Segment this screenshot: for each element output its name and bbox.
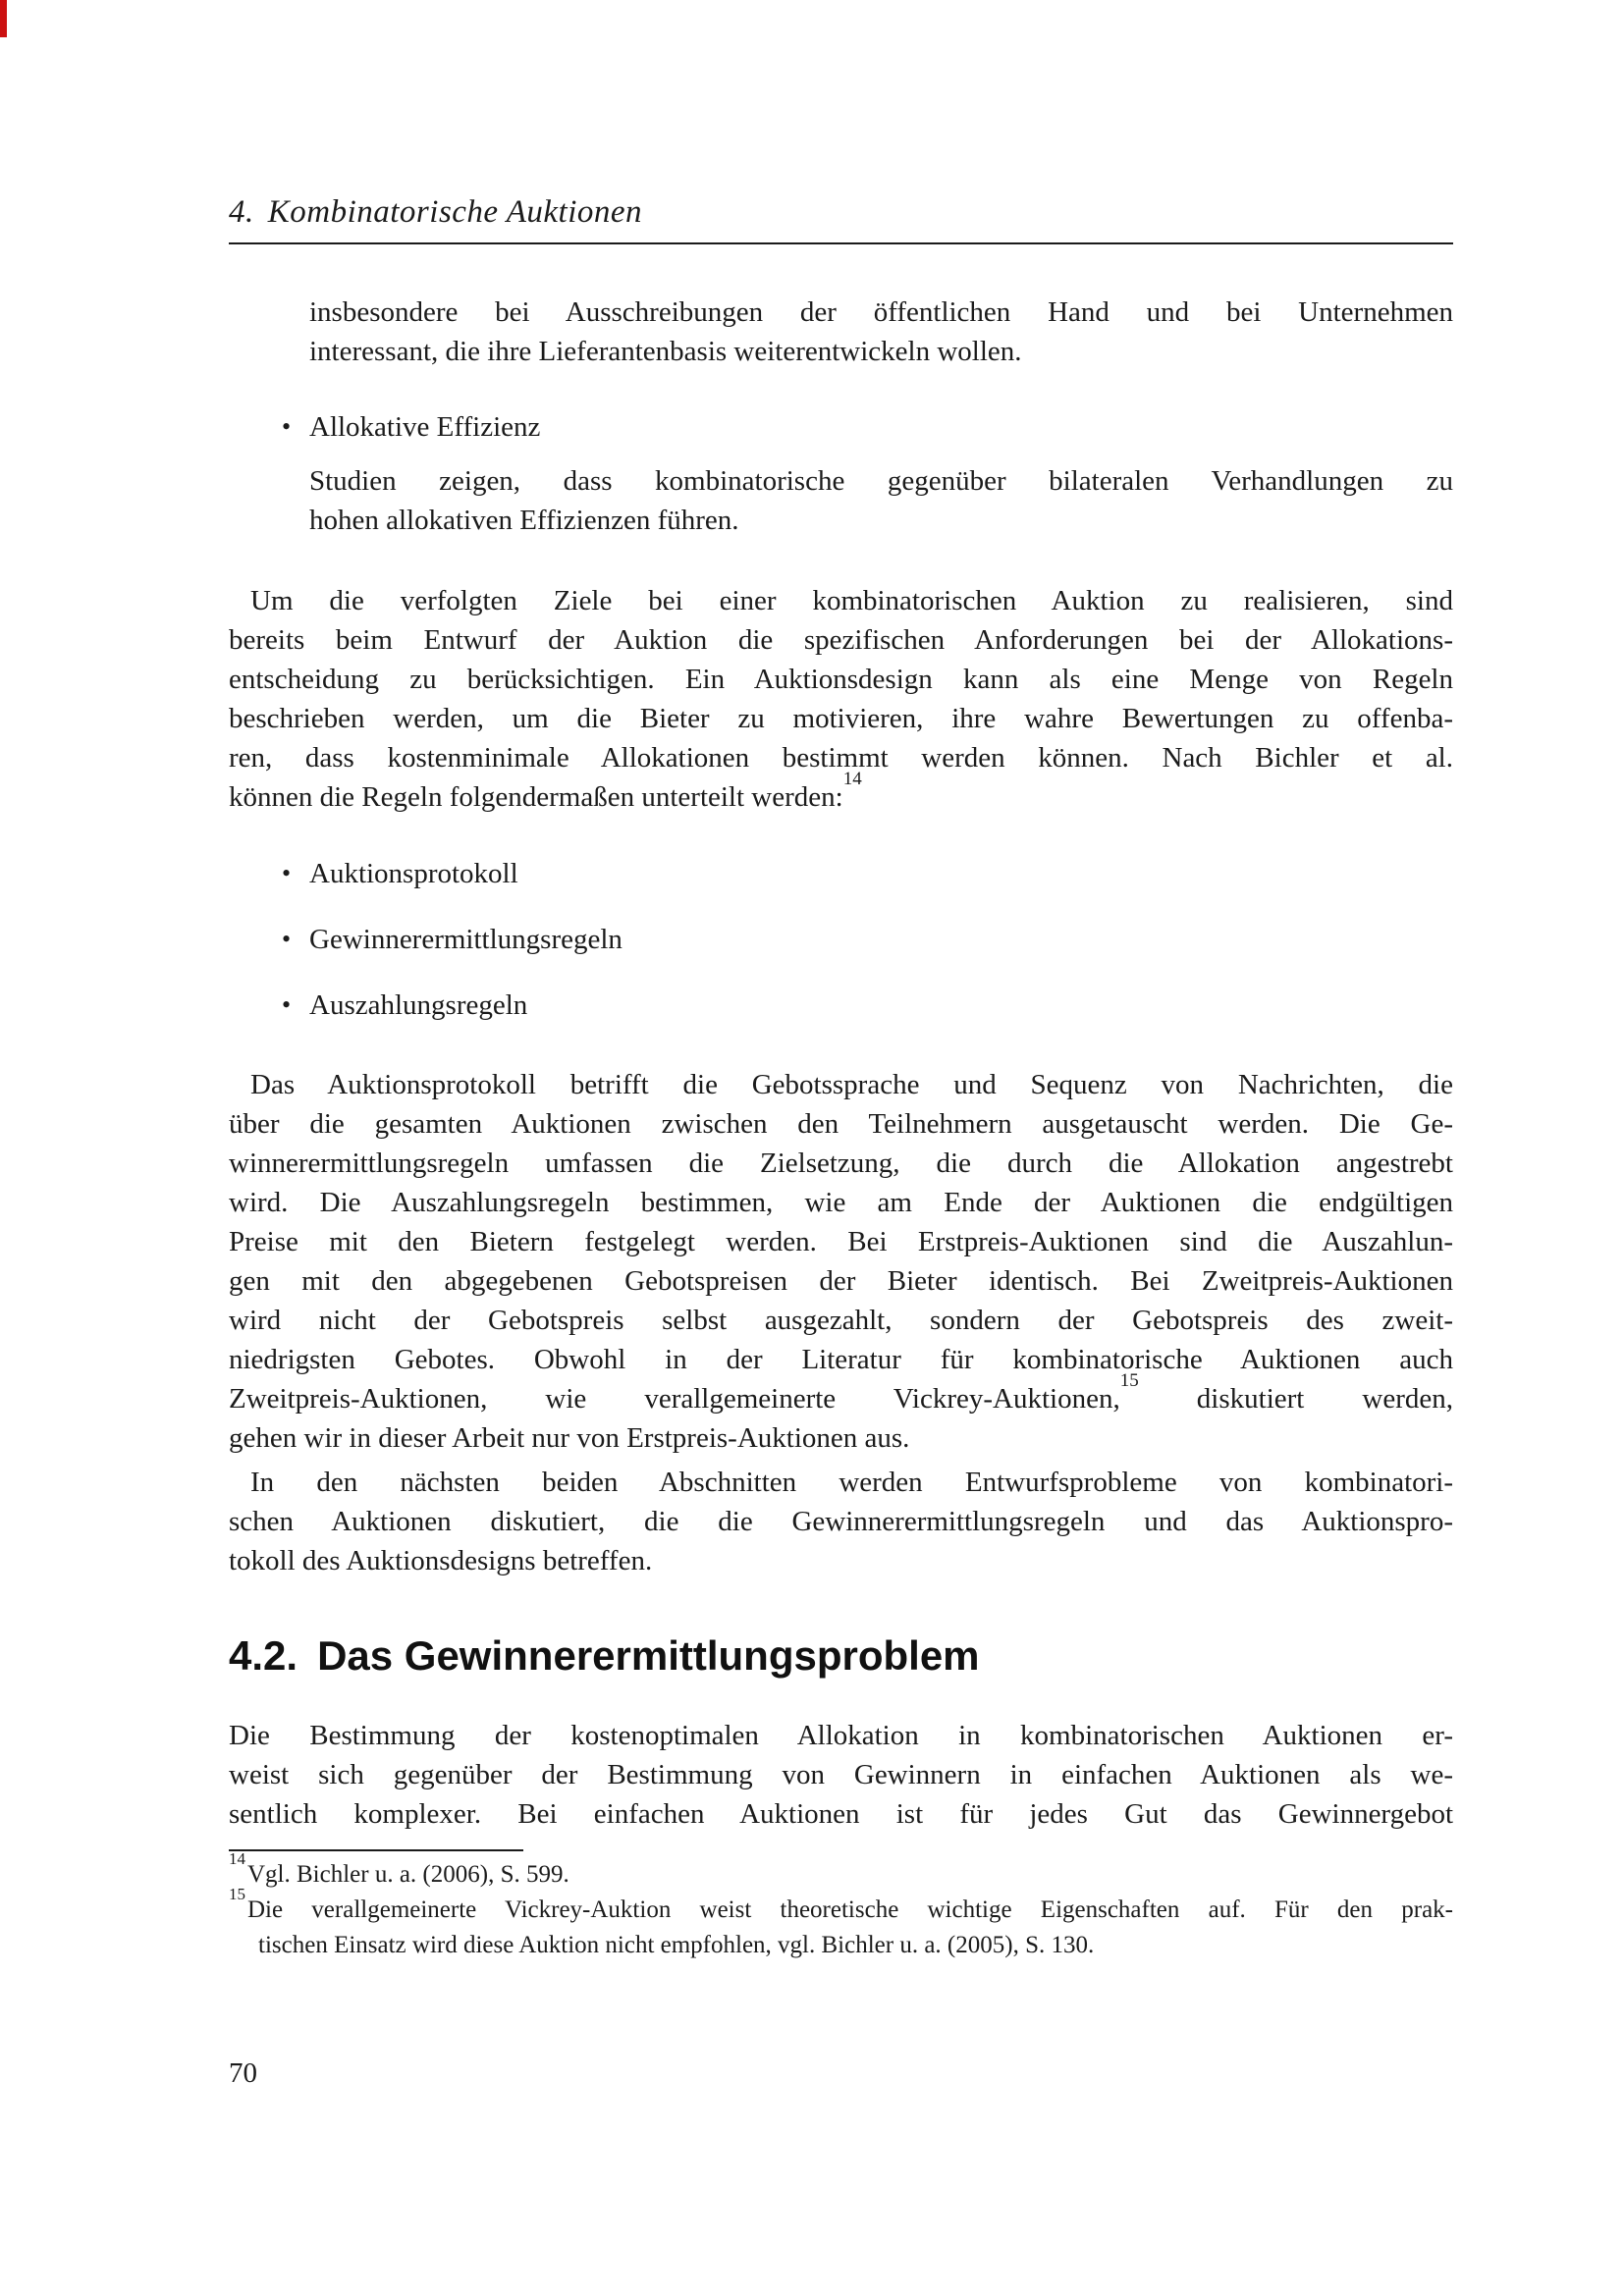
scan-artifact-mark [0,0,7,37]
footnote-text: Vgl. Bichler u. a. (2006), S. 599. [247,1861,569,1888]
footnote-ref-14: 14 [842,769,862,790]
bullet-icon: • [282,859,292,887]
text-line: wird nicht der Gebotspreis selbst ausgezahlt, sondern der Gebotspreis des zweit- [229,1305,1453,1336]
list-item-label: Allokative Effizienz [309,411,541,443]
section-number: 4.2. [229,1632,298,1679]
text-line: wird. Die Auszahlungsregeln bestimmen, wie am Ende der Auktionen die endgültigen [229,1187,1453,1218]
footnote-15 [229,1884,1453,1928]
text-line [229,1370,1454,1418]
list-item-label: Gewinnerermittlungsregeln [309,924,623,955]
footnote-text: Die verallgemeinerte Vickrey-Auktion weist theoretische wichtige Eigenschaften auf. Für den prak- [247,1896,1453,1923]
text-line: gehen wir in dieser Arbeit nur von Erstpreis-Auktionen aus. [229,1422,910,1454]
footnote-15-continuation: tischen Einsatz wird diese Auktion nicht empfohlen, vgl. Bichler u. a. (2005), S. 130. [258,1932,1095,1958]
text-line: sentlich komplexer. Bei einfachen Auktionen ist für jedes Gut das Gewinnergebot [229,1798,1453,1830]
list-item-label: Auktionsprotokoll [309,858,518,889]
text-line: über die gesamten Auktionen zwischen den Teilnehmern ausgetauscht werden. Die Ge- [229,1108,1453,1140]
text-line: Die Bestimmung der kostenoptimalen Allokation in kombinatorischen Auktionen er- [229,1720,1453,1751]
list-item-auszahlungsregeln [229,986,1453,1025]
text-line [229,769,1453,817]
text-line: Das Auktionsprotokoll betrifft die Gebotssprache und Sequenz von Nachrichten, die [250,1069,1453,1100]
text-line: Preise mit den Bietern festgelegt werden. Bei Erstpreis-Auktionen sind die Auszahlun- [229,1226,1453,1257]
footnote-marker-14: 14 [229,1848,245,1868]
text-line: ren, dass kostenminimale Allokationen bestimmt werden können. Nach Bichler et al. [229,742,1453,774]
bullet-icon: • [282,412,292,441]
paragraph-auction-design [229,581,1453,817]
text-line: beschrieben werden, um die Bieter zu motivieren, ihre wahre Bewertungen zu offenba- [229,703,1453,734]
footnote-marker-15: 15 [229,1884,245,1903]
bullet-icon: • [282,990,292,1019]
text-line: gen mit den abgegebenen Gebotspreisen der Bieter identisch. Bei Zweitpreis-Auktionen [229,1265,1453,1297]
text-line: entscheidung zu berücksichtigen. Ein Auktionsdesign kann als eine Menge von Regeln [229,664,1453,695]
text-line: hohen allokativen Effizienzen führen. [309,505,739,536]
text-line: schen Auktionen diskutiert, die die Gewinnerermittlungsregeln und das Auktionspro- [229,1506,1453,1537]
section-heading [229,1631,1453,1681]
header-rule [229,242,1453,244]
paragraph-continuation [229,293,1453,371]
paragraph-protokoll-regeln [229,1065,1453,1458]
list-item-body [229,461,1453,540]
list-item-allokative-effizienz [229,407,1453,447]
paragraph-gewinnerermittlung [229,1716,1453,1834]
text-run: diskutiert werden, [1138,1383,1454,1415]
chapter-number: 4. [229,194,254,230]
bullet-icon: • [282,925,292,953]
text-line: In den nächsten beiden Abschnitten werden Entwurfsprobleme von kombinatori- [250,1467,1453,1498]
text-line: bereits beim Entwurf der Auktion die spezifischen Anforderungen bei der Allokations- [229,624,1453,656]
page-number: 70 [229,2057,257,2089]
text-line: niedrigsten Gebotes. Obwohl in der Literatur für kombinatorische Auktionen auch [229,1344,1453,1375]
text-line: insbesondere bei Ausschreibungen der öffentlichen Hand und bei Unternehmen [309,296,1453,328]
section-title: Das Gewinnerermittlungsproblem [317,1632,980,1679]
text-column [229,0,1453,2296]
text-line: weist sich gegenüber der Bestimmung von Gewinnern in einfachen Auktionen als we- [229,1759,1453,1790]
footnotes [229,1848,1453,1963]
running-header [229,192,1453,232]
chapter-title: Kombinatorische Auktionen [267,194,643,230]
list-item-label: Auszahlungsregeln [309,989,528,1021]
paragraph-next-sections [229,1463,1453,1580]
text-line: interessant, die ihre Lieferantenbasis weiterentwickeln wollen. [309,336,1022,367]
text-run: können die Regeln folgendermaßen unterteilt werden: [229,781,843,813]
footnote-ref-15: 15 [1119,1370,1139,1392]
text-line: Um die verfolgten Ziele bei einer kombinatorischen Auktion zu realisieren, sind [250,585,1453,616]
footnote-14 [229,1848,1453,1893]
text-line: tokoll des Auktionsdesigns betreffen. [229,1545,653,1576]
text-line: Studien zeigen, dass kombinatorische gegenüber bilateralen Verhandlungen zu [309,465,1453,497]
text-line: winnerermittlungsregeln umfassen die Zielsetzung, die durch die Allokation angestrebt [229,1148,1453,1179]
text-run: Zweitpreis-Auktionen, wie verallgemeinerte Vickrey-Auktionen, [229,1383,1120,1415]
footnote-rule [229,1849,523,1851]
list-item-auktionsprotokoll [229,854,1453,893]
list-item-gewinnerermittlungsregeln [229,920,1453,959]
